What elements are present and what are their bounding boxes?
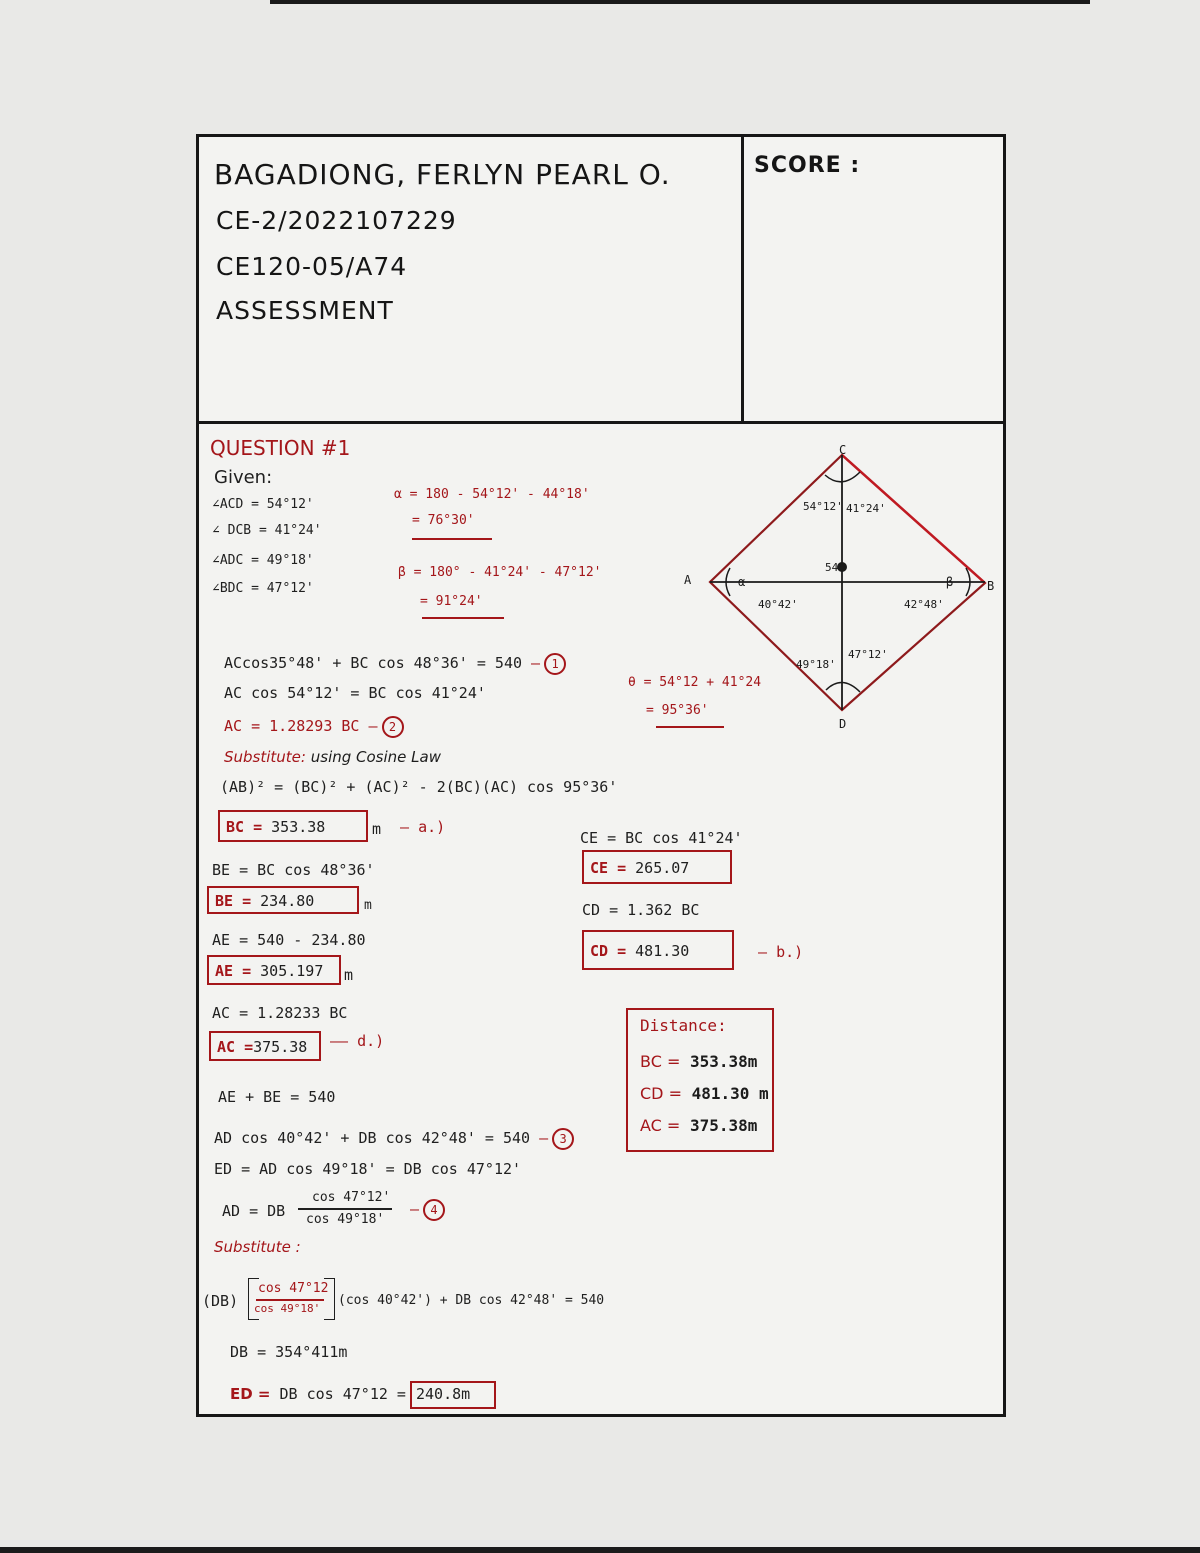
equation-4-tag: — 4 (410, 1199, 445, 1221)
substitute-line (224, 748, 441, 766)
ed-final-label: ED = (230, 1385, 271, 1403)
distance-title: Distance: (640, 1016, 727, 1035)
ed-final-line (230, 1385, 406, 1403)
angle-beta-label: β (946, 575, 954, 589)
bottom-edge-shadow (0, 1547, 1200, 1553)
given-angle-acd: ∠ACD = 54°12' (212, 497, 314, 512)
ce-box-value: 265.07 (635, 859, 690, 877)
ac-box-label: AC = (217, 1038, 254, 1056)
substitution-lead: (DB) (202, 1292, 239, 1310)
given-angle-bdc: ∠BDC = 47°12' (212, 581, 314, 596)
ae-box-label: AE = (215, 962, 252, 980)
score-divider (741, 134, 744, 423)
ed-final-box: 240.8m (410, 1381, 496, 1409)
ac-equation: AC = 1.28233 BC (212, 1004, 348, 1022)
given-label: Given: (214, 467, 273, 488)
cd-box-value: 481.30 (635, 942, 690, 960)
equation-4-fraction-bar (298, 1208, 392, 1210)
equation-4-number: 4 (423, 1199, 445, 1221)
be-result-box (207, 886, 359, 914)
equation-3-text: AD cos 40°42' + DB cos 42°48' = 540 (214, 1129, 531, 1147)
equation-1: ACcos35°48' + BC cos 48°36' = 540 — 1 (224, 653, 566, 675)
assessment-label: ASSESSMENT (216, 296, 394, 325)
equation-2-text: AC = 1.28293 BC (224, 717, 360, 735)
equation-3: AD cos 40°42' + DB cos 42°48' = 540 — 3 (214, 1128, 574, 1150)
ed-final-expression: DB cos 47°12 = (279, 1385, 406, 1403)
substitute-label: Substitute: (224, 748, 306, 766)
equation-1b: AC cos 54°12' = BC cos 41°24' (224, 684, 486, 702)
ac-box-value: 375.38 (253, 1038, 308, 1056)
cosine-law-equation: (AB)² = (BC)² + (AC)² - 2(BC)(AC) cos 95°36' (220, 778, 618, 796)
alpha-equation: α = 180 - 54°12' - 44°18' (394, 487, 590, 502)
vertex-label-c: C (839, 443, 847, 457)
vertex-label-d: D (839, 717, 847, 731)
substitution-fraction-bar (256, 1299, 324, 1301)
beta-equation: β = 180° - 41°24' - 47°12' (398, 565, 602, 580)
be-box-value: 234.80 (260, 892, 315, 910)
beta-result: = 91°24' (420, 594, 483, 609)
ac-answer-tag-text: d.) (357, 1032, 385, 1050)
ed-equation: ED = AD cos 49°18' = DB cos 47°12' (214, 1160, 522, 1178)
cd-equation: CD = 1.362 BC (582, 901, 700, 919)
angle-arc-d (826, 682, 860, 692)
angle-label-b: 42°48' (904, 598, 944, 611)
equation-4-left: AD = DB (222, 1202, 286, 1220)
angle-label-dcb: 41°24' (846, 502, 886, 515)
be-equation: BE = BC cos 48°36' (212, 861, 375, 879)
vertex-label-a: A (684, 573, 692, 587)
equation-2: AC = 1.28293 BC — 2 (224, 716, 404, 738)
cosine-law-label: using Cosine Law (310, 748, 441, 766)
vertex-label-b: B (987, 579, 995, 593)
student-id: CE-2/2022107229 (216, 206, 457, 235)
equation-3-number: 3 (552, 1128, 574, 1150)
equation-1-text: ACcos35°48' + BC cos 48°36' = 540 (224, 654, 523, 672)
angle-label-adc: 49°18' (796, 658, 836, 671)
center-length-label: 540 (825, 561, 845, 574)
angle-alpha-label: α (738, 575, 746, 589)
ac-answer-tag: —— d.) (330, 1032, 385, 1050)
distance-cd-value: 481.30 m (691, 1084, 769, 1103)
substitution-frac-top: cos 47°12 (258, 1281, 329, 1296)
ae-box-value: 305.197 (260, 962, 324, 980)
header-divider (196, 421, 1006, 424)
bc-answer-tag: — a.) (400, 818, 446, 836)
equation-2-number: 2 (382, 716, 404, 738)
theta-underline (656, 726, 724, 728)
student-name: BAGADIONG, FERLYN PEARL O. (214, 158, 671, 191)
angle-label-a: 40°42' (758, 598, 798, 611)
be-box-label: BE = (215, 892, 252, 910)
distance-ac-label: AC = (640, 1116, 681, 1135)
ce-box-label: CE = (590, 859, 627, 877)
distance-ac (640, 1116, 757, 1135)
distance-bc-value: 353.38m (690, 1052, 758, 1071)
question-title: QUESTION #1 (210, 436, 351, 460)
alpha-underline (412, 538, 492, 540)
bc-box-label: BC = (226, 818, 263, 836)
alpha-result: = 76°30' (412, 513, 475, 528)
score-label: SCORE : (754, 153, 861, 178)
cd-answer-tag-text: b.) (776, 943, 804, 961)
course-code: CE120-05/A74 (216, 252, 408, 281)
cd-box-label: CD = (590, 942, 627, 960)
ac-result-box (209, 1031, 321, 1061)
be-box-unit: m (364, 898, 372, 913)
angle-label-acd: 54°12' (803, 500, 843, 513)
given-angle-adc: ∠ADC = 49°18' (212, 553, 314, 568)
ae-be-sum: AE + BE = 540 (218, 1088, 336, 1106)
ae-box-unit: m (344, 966, 354, 984)
beta-underline (422, 617, 504, 619)
ae-result-box (207, 955, 341, 985)
ae-equation: AE = 540 - 234.80 (212, 931, 366, 949)
bc-box-unit: m (372, 820, 382, 838)
side-cb-highlight (842, 455, 985, 583)
distance-bc-label: BC = (640, 1052, 681, 1071)
substitution-tail: (cos 40°42') + DB cos 42°48' = 540 (338, 1293, 605, 1308)
equation-4-numerator: cos 47°12' (312, 1190, 391, 1205)
substitute-label-2: Substitute : (214, 1238, 301, 1256)
top-edge-shadow (270, 0, 1090, 4)
distance-cd-label: CD = (640, 1084, 682, 1103)
bc-answer-tag-text: a.) (418, 818, 446, 836)
bc-box-value: 353.38 (271, 818, 326, 836)
bc-result-box (218, 810, 368, 842)
distance-ac-value: 375.38m (689, 1116, 758, 1135)
equation-1-number: 1 (544, 653, 566, 675)
ce-equation: CE = BC cos 41°24' (580, 829, 743, 847)
cd-answer-tag: — b.) (758, 943, 804, 961)
right-bracket (324, 1278, 335, 1320)
theta-result: = 95°36' (646, 703, 709, 718)
equation-4-denominator: cos 49°18' (306, 1212, 385, 1227)
distance-cd (640, 1084, 769, 1103)
given-angle-dcb: ∠ DCB = 41°24' (212, 523, 322, 538)
theta-equation: θ = 54°12 + 41°24 (628, 675, 762, 690)
db-result: DB = 354°411m (230, 1343, 348, 1361)
angle-label-bdc: 47°12' (848, 648, 888, 661)
distance-bc (640, 1052, 757, 1071)
ce-result-box (582, 850, 732, 884)
substitution-frac-bottom: cos 49°18' (254, 1302, 321, 1315)
cd-result-box (582, 930, 734, 970)
